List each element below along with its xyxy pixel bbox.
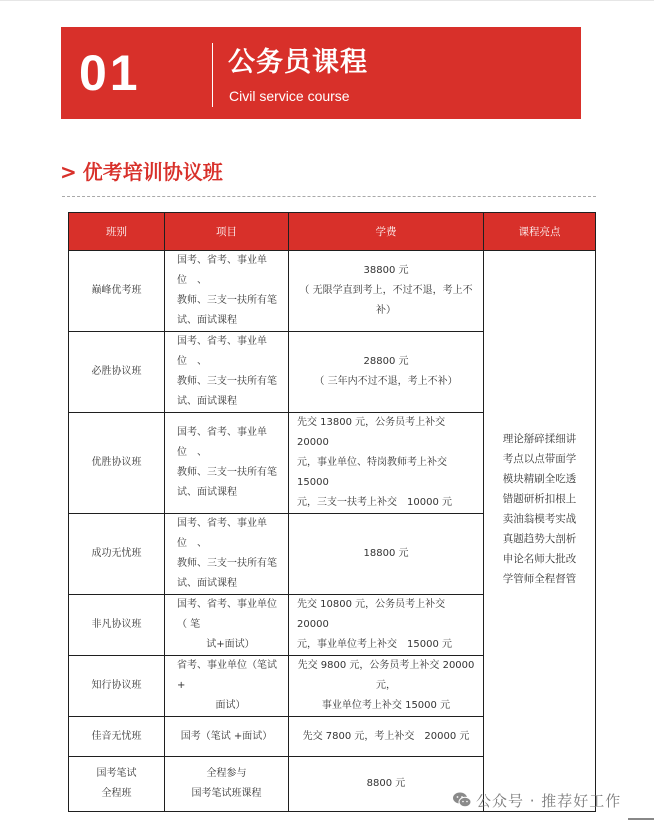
class-name: 必胜协议班 [69,332,165,413]
class-fee: 38800 元 （ 无限学直到考上，不过不退，考上不补） [289,251,484,332]
chevron-right-icon: > [60,160,77,184]
top-divider [0,0,654,1]
class-fee: 先交 10800 元，公务员考上补交 20000 元，事业单位考上补交 15000 元 [289,595,484,656]
class-fee: 先交 9800 元，公务员考上补交 20000 元， 事业单位考上补交 15000 元 [289,656,484,717]
watermark-underline [628,818,654,820]
table-row [69,251,596,332]
class-project: 国考、省考、事业单位（ 笔 试+面试） [165,595,289,656]
class-name: 非凡协议班 [69,595,165,656]
section-heading [60,157,223,187]
watermark [452,790,621,813]
class-project: 国考、省考、事业单位 、 教师、三支一扶所有笔 试、面试课程 [165,413,289,514]
course-table [68,212,596,812]
dotted-divider [62,196,596,197]
header-project: 项目 [165,213,289,251]
class-name: 优胜协议班 [69,413,165,514]
class-fee: 先交 7800 元，考上补交 20000 元 [289,717,484,757]
class-name: 佳音无忧班 [69,717,165,757]
class-fee: 28800 元 （ 三年内不过不退，考上不补） [289,332,484,413]
class-project: 国考、省考、事业单位 、 教师、三支一扶所有笔 试、面试课程 [165,332,289,413]
class-project: 省考、事业单位（笔试 + 面试） [165,656,289,717]
banner-divider [212,43,213,107]
class-project: 全程参与 国考笔试班课程 [165,757,289,812]
class-name: 巅峰优考班 [69,251,165,332]
header-highlights: 课程亮点 [484,213,596,251]
class-fee: 8800 元 [289,757,484,812]
wechat-icon [452,791,472,813]
banner-title: 公务员课程 [228,47,368,78]
class-fee: 先交 13800 元，公务员考上补交 20000 元，事业单位、特岗教师考上补交 15000 元，三支一扶考上补交 10000 元 [289,413,484,514]
section-title: 优考培训协议班 [82,160,223,184]
class-name: 国考笔试 全程班 [69,757,165,812]
class-name: 成功无忧班 [69,514,165,595]
class-fee: 18800 元 [289,514,484,595]
header-fee: 学费 [289,213,484,251]
header-class: 班别 [69,213,165,251]
class-project: 国考、省考、事业单位 、 教师、三支一扶所有笔 试、面试课程 [165,251,289,332]
banner-number: 01 [79,45,141,101]
banner-subtitle: Civil service course [229,88,350,104]
course-highlights: 理论掰碎揉细讲 考点以点带面学 模块精刷全吃透 错题研析扣根上 卖油翁模考实战 真题趋势大剖析 申论名师大批改 学管师全程督管 [484,251,596,812]
class-project: 国考（笔试 +面试） [165,717,289,757]
table-header-row [69,213,596,251]
class-project: 国考、省考、事业单位 、 教师、三支一扶所有笔 试、面试课程 [165,514,289,595]
watermark-text: 公众号 · 推荐好工作 [476,792,622,810]
course-banner [61,27,581,119]
class-name: 知行协议班 [69,656,165,717]
